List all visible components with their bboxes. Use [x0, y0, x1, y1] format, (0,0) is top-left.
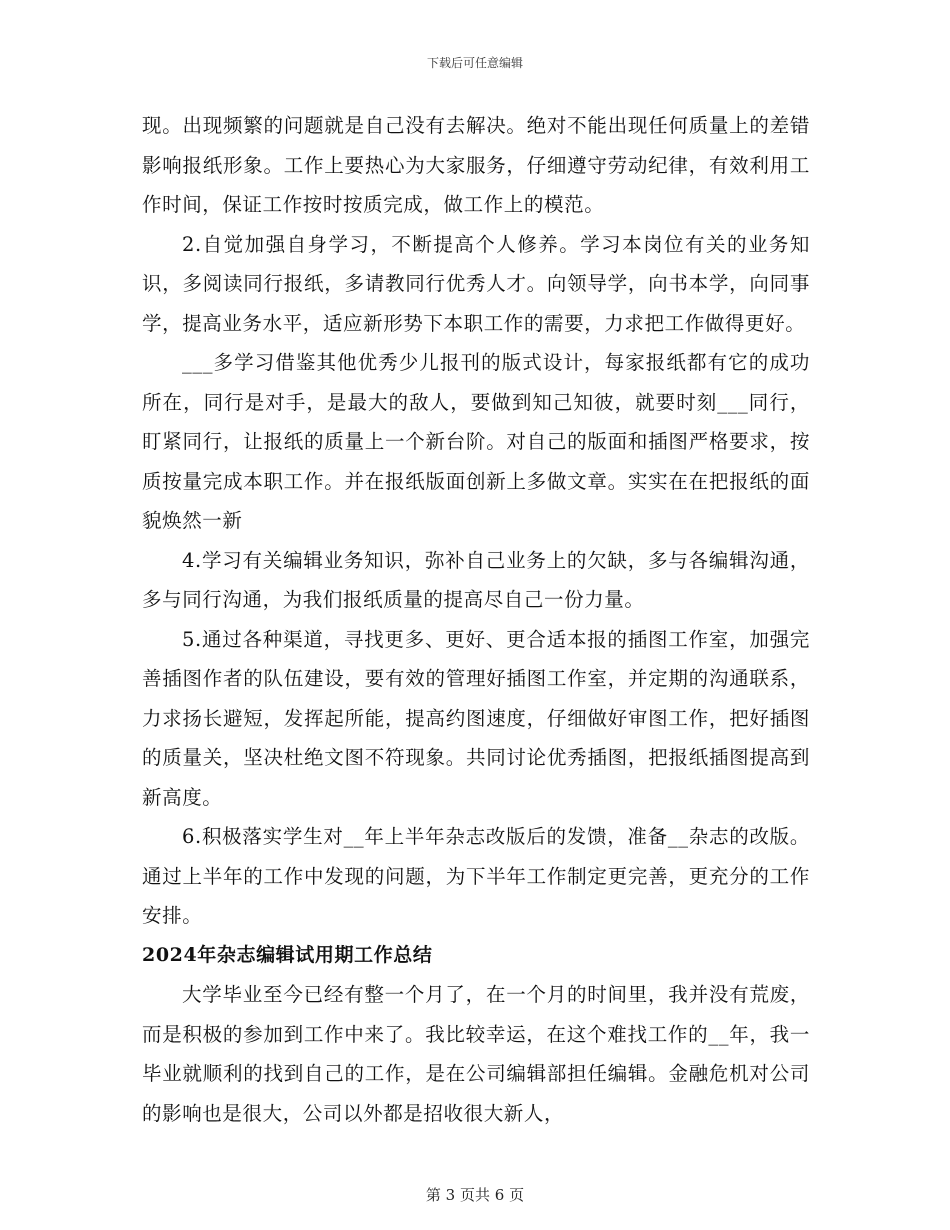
section-title: 2024年杂志编辑试用期工作总结	[142, 943, 433, 966]
paragraph-item-3: ___多学习借鉴其他优秀少儿报刊的版式设计，每家报纸都有它的成功所在，同行是对手，是最大的敌人，要做到知己知彼，就要时刻___同行，盯紧同行，让报纸的质量上一个新台阶。对自己的版面和插图严格要求，按质按量完成本职工作。并在报纸版面创新上多做文章。实实在在把报纸的面貌焕然一新	[142, 351, 810, 532]
paragraph-item-5: 5.通过各种渠道，寻找更多、更好、更合适本报的插图工作室，加强完善插图作者的队伍建设，要有效的管理好插图工作室，并定期的沟通联系，力求扬长避短，发挥起所能，提高约图速度，仔细做好审图工作，把好插图的质量关，坚决杜绝文图不符现象。共同讨论优秀插图，把报纸插图提高到新高度。	[142, 627, 810, 809]
paragraph-item-2: 2.自觉加强自身学习，不断提高个人修养。学习本岗位有关的业务知识，多阅读同行报纸，多请教同行优秀人才。向领导学，向书本学，向同事学，提高业务水平，适应新形势下本职工作的需要，力求把工作做得更好。	[142, 232, 810, 335]
section-paragraph: 大学毕业至今已经有整一个月了，在一个月的时间里，我并没有荒废，而是积极的参加到工作中来了。我比较幸运，在这个难找工作的__年，我一毕业就顺利的找到自己的工作，是在公司编辑部担任编辑。金融危机对公司的影响也是很大，公司以外都是招收很大新人，	[142, 983, 810, 1125]
page-header: 下载后可任意编辑	[426, 56, 523, 70]
paragraph-item-4: 4.学习有关编辑业务知识，弥补自己业务上的欠缺，多与各编辑沟通，多与同行沟通，为我们报纸质量的提高尽自己一份力量。	[142, 548, 810, 611]
page-footer: 第 3 页共 6 页	[425, 1186, 525, 1204]
document-body	[142, 106, 810, 1133]
paragraph-continuation: 现。出现频繁的问题就是自己没有去解决。绝对不能出现任何质量上的差错影响报纸形象。工作上要热心为大家服务，仔细遵守劳动纪律，有效利用工作时间，保证工作按时按质完成，做工作上的模范。	[142, 114, 810, 216]
paragraph-item-6: 6.积极落实学生对__年上半年杂志改版后的发馈，准备__杂志的改版。通过上半年的工作中发现的问题，为下半年工作制定更完善，更充分的工作安排。	[142, 825, 810, 927]
